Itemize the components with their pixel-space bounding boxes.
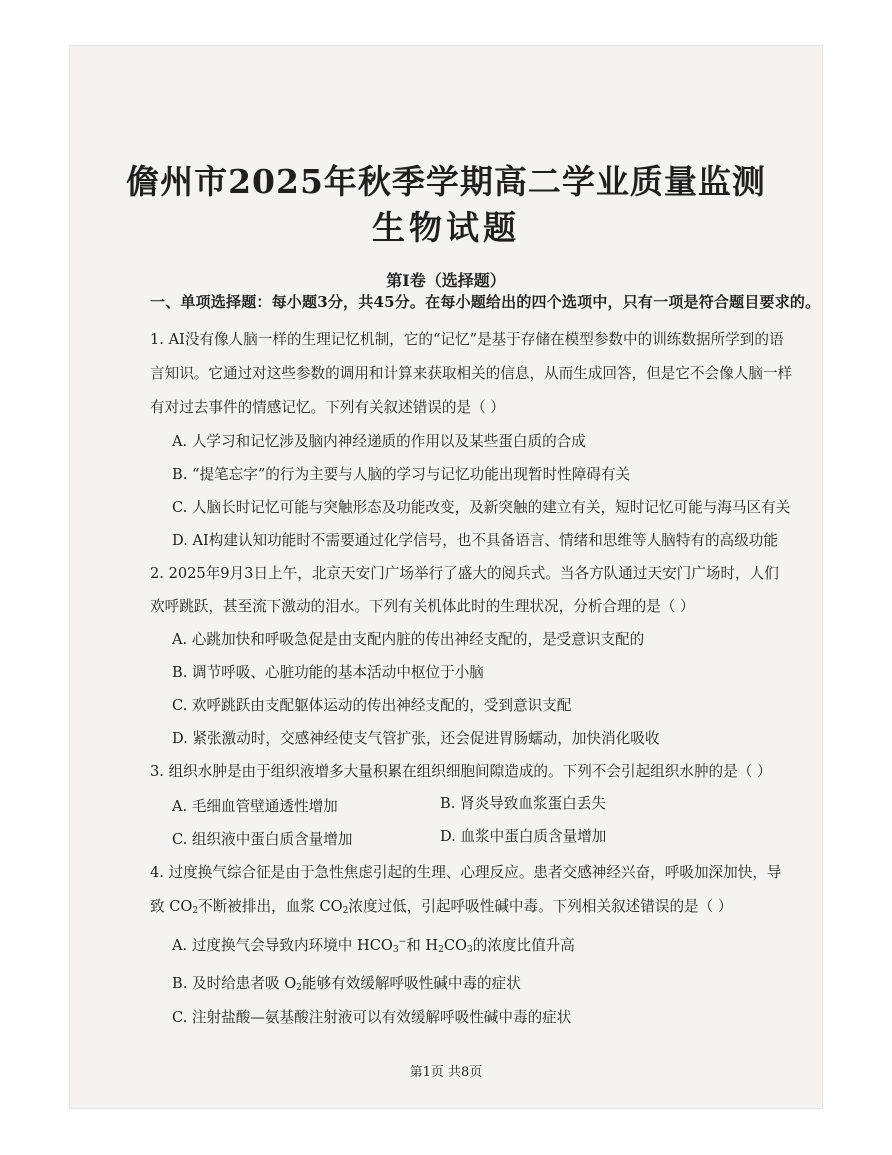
- question-1-option-d: D. AI构建认知功能时不需要通过化学信号，也不具备语言、情绪和思维等人脑特有的高级功能: [172, 532, 778, 549]
- question-3-option-c: C. 组织液中蛋白质含量增加: [172, 831, 353, 848]
- question-3-option-a: A. 毛细血管壁通透性增加: [172, 798, 338, 815]
- q4-line2-sub-2: 2: [342, 906, 349, 916]
- q4-opt-a-sub-2: 2: [438, 945, 444, 955]
- question-3-option-d: D. 血浆中蛋白质含量增加: [440, 828, 607, 845]
- question-4-option-b: [172, 972, 521, 993]
- q4-line2-part-c: 浓度过低，引起呼吸性碱中毒。下列相关叙述错误的是（ ）: [348, 898, 733, 915]
- question-4-option-c: C. 注射盐酸—氨基酸注射液可以有效缓解呼吸性碱中毒的症状: [172, 1009, 572, 1026]
- q4-opt-b-sub: 2: [296, 983, 302, 993]
- q4-opt-a-sup-1: −: [398, 937, 407, 948]
- question-2-option-c: C. 欢呼跳跃由支配躯体运动的传出神经支配的，受到意识支配: [172, 697, 572, 714]
- question-3-option-b: B. 肾炎导致血浆蛋白丢失: [440, 795, 606, 812]
- question-1-option-b: B. “提笔忘字”的行为主要与人脑的学习与记忆功能出现暂时性障碍有关: [172, 466, 631, 483]
- exam-subject: 生物试题: [372, 208, 520, 247]
- q4-opt-b-part-a: B. 及时给患者吸 O: [172, 975, 297, 992]
- question-1-line-3: 有对过去事件的情感记忆。下列有关叙述错误的是（ ）: [150, 399, 505, 416]
- question-1-option-a: A. 人学习和记忆涉及脑内神经递质的作用以及某些蛋白质的合成: [172, 433, 586, 450]
- page-footer: 第1页 共8页: [409, 1065, 483, 1080]
- exam-title: 儋州市2025年秋季学期高二学业质量监测: [126, 162, 766, 201]
- question-4-line-2: [150, 895, 732, 916]
- q4-opt-a-part-a: A. 过度换气会导致内环境中 HCO: [172, 937, 393, 954]
- question-3-stem: 3. 组织水肿是由于组织液增多大量积累在组织细胞间隙造成的。下列不会引起组织水肿的是（ ）: [150, 763, 772, 780]
- question-2-line-2: 欢呼跳跃，甚至流下激动的泪水。下列有关机体此时的生理状况，分析合理的是（ ）: [150, 598, 695, 615]
- q4-opt-a-part-b: 和 H: [406, 937, 439, 954]
- question-1-option-c: C. 人脑长时记忆可能与突触形态及功能改变，及新突触的建立有关，短时记忆可能与海马区有关: [172, 499, 791, 516]
- q4-opt-a-sub-1: 3: [392, 945, 399, 955]
- question-2-option-b: B. 调节呼吸、心脏功能的基本活动中枢位于小脑: [172, 664, 484, 681]
- q4-opt-a-part-c: CO: [443, 937, 467, 954]
- q4-opt-a-part-d: 的浓度比值升高: [472, 937, 575, 954]
- section-heading: 一、单项选择题：每小题3分，共45分。在每小题给出的四个选项中，只有一项是符合题目要求的。: [150, 293, 821, 311]
- q4-line2-part-b: 不断被排出，血浆 CO: [198, 898, 343, 915]
- q4-opt-a-sub-3: 3: [466, 945, 473, 955]
- question-1-line-2: 言知识。它通过对这些参数的调用和计算来获取相关的信息，从而生成回答，但是它不会像人脑一样: [150, 365, 793, 382]
- question-4-option-a: [172, 934, 575, 955]
- volume-heading: 第Ⅰ卷（选择题）: [386, 271, 506, 290]
- q4-line2-part-a: 致 CO: [150, 898, 193, 915]
- question-1-line-1: 1. AI没有像人脑一样的生理记忆机制，它的“记忆”是基于存储在模型参数中的训练数据所学到的语: [150, 331, 784, 348]
- q4-line2-sub-1: 2: [192, 906, 199, 916]
- question-2-option-a: A. 心跳加快和呼吸急促是由支配内脏的传出神经支配的，是受意识支配的: [172, 631, 645, 648]
- question-2-line-1: 2. 2025年9月3日上午，北京天安门广场举行了盛大的阅兵式。当各方队通过天安门广场时，人们: [150, 565, 779, 582]
- q4-opt-b-part-b: 能够有效缓解呼吸性碱中毒的症状: [301, 975, 521, 992]
- question-4-line-1: 4. 过度换气综合征是由于急性焦虑引起的生理、心理反应。患者交感神经兴奋，呼吸加深加快，导: [150, 864, 782, 881]
- question-2-option-d: D. 紧张激动时，交感神经使支气管扩张，还会促进胃肠蠕动，加快消化吸收: [172, 730, 660, 747]
